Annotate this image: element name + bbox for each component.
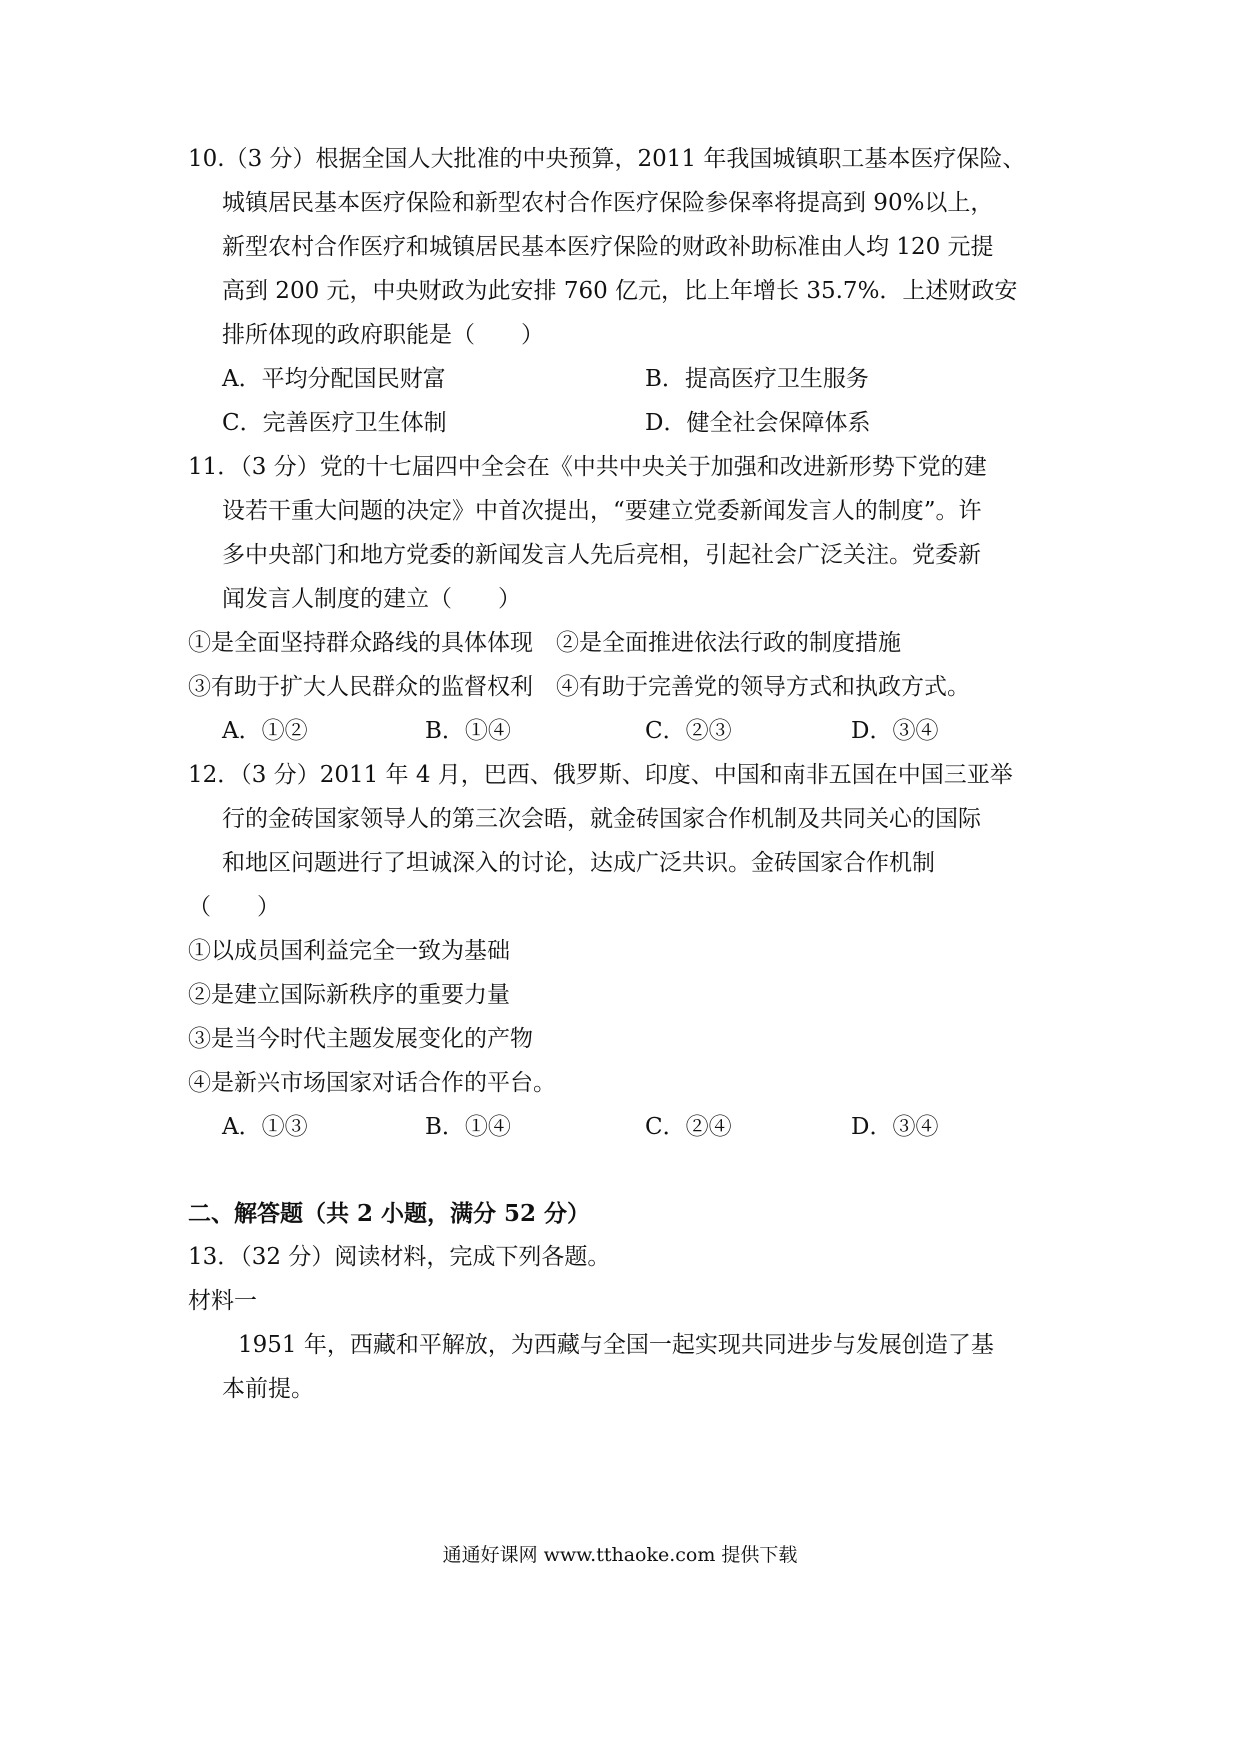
question-11-option-c: C．②③	[645, 718, 732, 744]
question-12-line-2: 行的金砖国家领导人的第三次会晤，就金砖国家合作机制及共同关心的国际	[222, 806, 981, 832]
page-footer: 通通好课网 www.tthaoke.com 提供下载	[442, 1544, 798, 1566]
question-11-line-1: 11．（3 分）党的十七届四中全会在《中共中央关于加强和改进新形势下党的建	[188, 454, 987, 480]
question-10-line-5: 排所体现的政府职能是（ ）	[222, 322, 544, 348]
material-1-label: 材料一	[188, 1288, 257, 1314]
question-12-blank: （ ）	[188, 894, 280, 920]
question-11-statements-1: ①是全面坚持群众路线的具体体现 ②是全面推进依法行政的制度措施	[188, 630, 901, 656]
question-10-option-c: C．完善医疗卫生体制	[222, 410, 447, 436]
question-12-option-b: B．①④	[425, 1114, 511, 1140]
question-12-option-c: C．②④	[645, 1114, 732, 1140]
question-11-option-d: D．③④	[851, 718, 939, 744]
question-12-line-1: 12．（3 分）2011 年 4 月，巴西、俄罗斯、印度、中国和南非五国在中国三亚举	[188, 762, 1013, 788]
question-11-option-a: A．①②	[222, 718, 308, 744]
question-10-option-b: B．提高医疗卫生服务	[645, 366, 869, 392]
question-10-line-2: 城镇居民基本医疗保险和新型农村合作医疗保险参保率将提高到 90%以上，	[222, 190, 994, 216]
question-12-statement-3: ③是当今时代主题发展变化的产物	[188, 1026, 533, 1052]
question-12-line-3: 和地区问题进行了坦诚深入的讨论，达成广泛共识。金砖国家合作机制	[222, 850, 935, 876]
question-12-option-a: A．①③	[222, 1114, 308, 1140]
question-12-statement-1: ①以成员国利益完全一致为基础	[188, 938, 510, 964]
question-10-line-3: 新型农村合作医疗和城镇居民基本医疗保险的财政补助标准由人均 120 元提	[222, 234, 994, 260]
question-10-option-d: D．健全社会保障体系	[645, 410, 871, 436]
question-11-option-b: B．①④	[425, 718, 511, 744]
question-10-option-a: A．平均分配国民财富	[222, 366, 446, 392]
question-11-statements-2: ③有助于扩大人民群众的监督权利 ④有助于完善党的领导方式和执政方式。	[188, 674, 970, 700]
question-11-line-2: 设若干重大问题的决定》中首次提出，“要建立党委新闻发言人的制度”。许	[222, 498, 982, 524]
material-1-line-2: 本前提。	[222, 1376, 314, 1402]
question-13-line-1: 13．（32 分）阅读材料，完成下列各题。	[188, 1244, 611, 1270]
section-2-heading: 二、解答题（共 2 小题，满分 52 分）	[188, 1200, 591, 1227]
question-12-statement-4: ④是新兴市场国家对话合作的平台。	[188, 1070, 556, 1096]
question-11-line-3: 多中央部门和地方党委的新闻发言人先后亮相，引起社会广泛关注。党委新	[222, 542, 981, 568]
question-11-line-4: 闻发言人制度的建立（ ）	[222, 586, 521, 612]
question-12-statement-2: ②是建立国际新秩序的重要力量	[188, 982, 510, 1008]
question-10-line-4: 高到 200 元，中央财政为此安排 760 亿元，比上年增长 35.7%．上述财政安	[222, 278, 1018, 304]
material-1-line-1: 1951 年，西藏和平解放，为西藏与全国一起实现共同进步与发展创造了基	[238, 1332, 994, 1358]
question-10-line-1: 10.（3 分）根据全国人大批准的中央预算，2011 年我国城镇职工基本医疗保险、	[188, 146, 1026, 172]
question-12-option-d: D．③④	[851, 1114, 939, 1140]
